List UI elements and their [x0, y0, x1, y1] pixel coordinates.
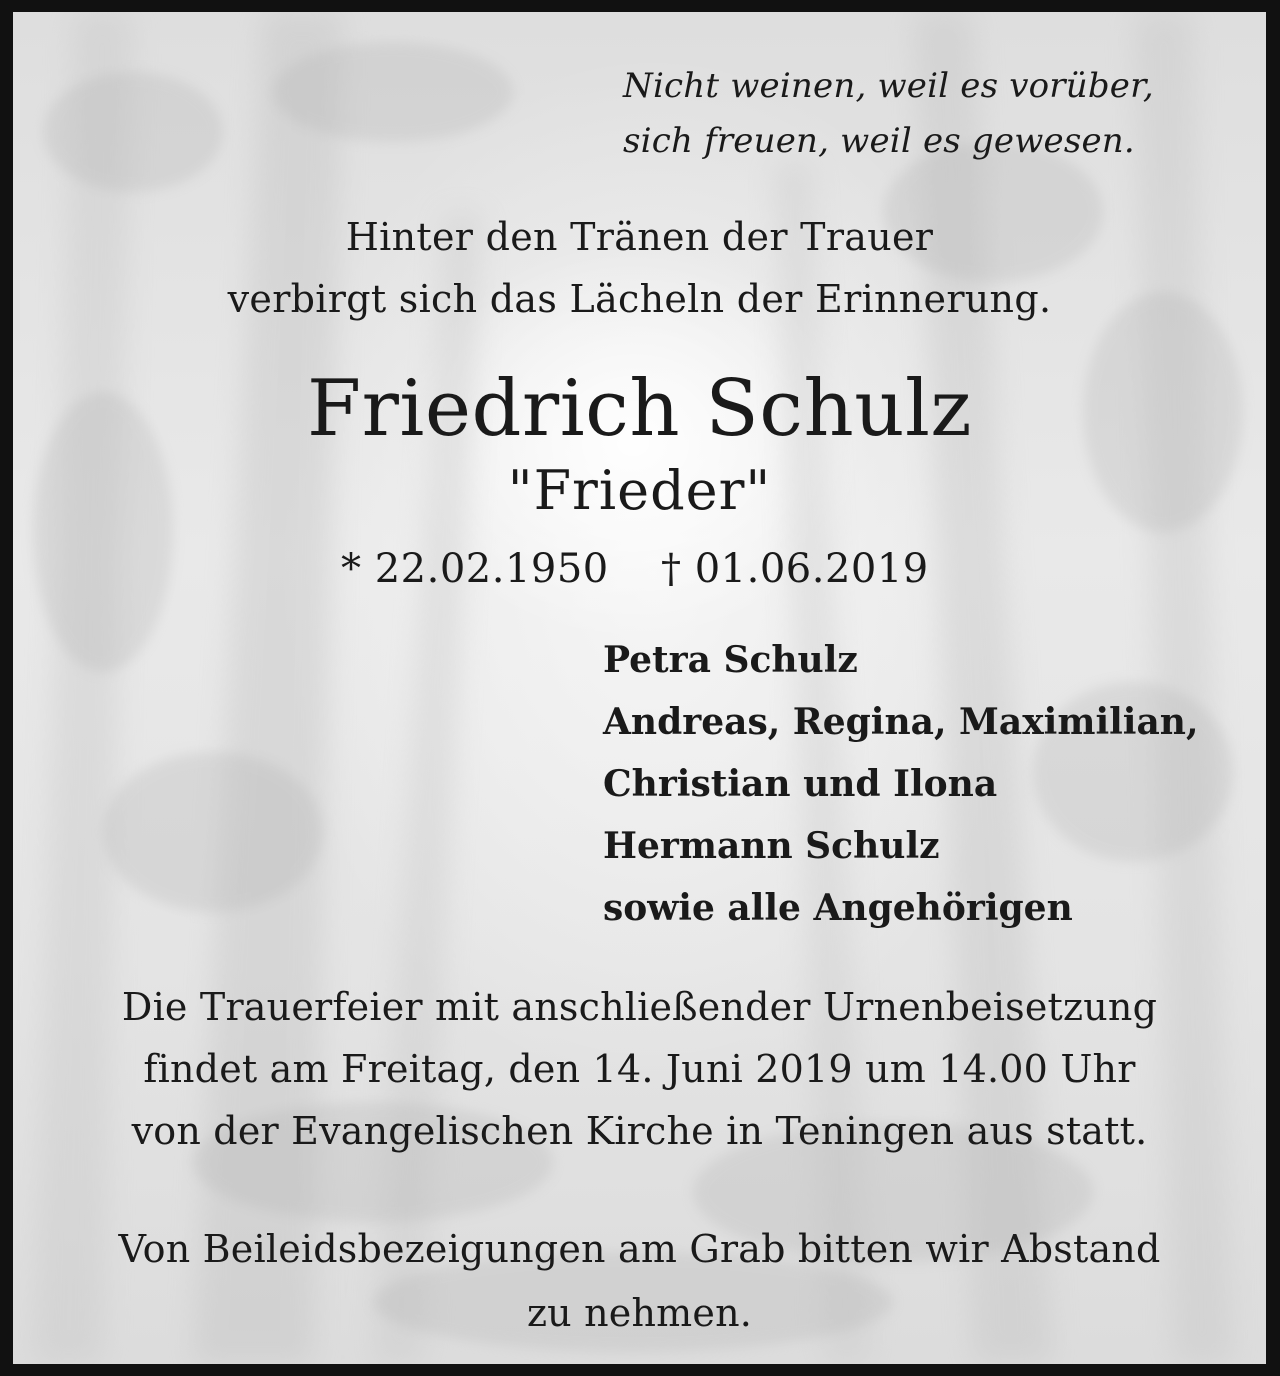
- mourner-line: Petra Schulz: [603, 639, 858, 681]
- funeral-line-1: Die Trauerfeier mit anschließender Urnenbeisetzung: [121, 985, 1158, 1029]
- death-date: † 01.06.2019: [661, 546, 929, 592]
- mourner-line: Christian und Ilona: [603, 763, 998, 805]
- mourner-line: sowie alle Angehörigen: [603, 887, 1073, 929]
- birth-date: * 22.02.1950: [341, 546, 609, 592]
- request-line-2: zu nehmen.: [526, 1291, 753, 1335]
- intro-line-1: Hinter den Tränen der Trauer: [345, 215, 934, 259]
- intro-line-2: verbirgt sich das Lächeln der Erinnerung.: [227, 277, 1052, 321]
- quote-line-2: sich freuen, weil es gewesen.: [623, 121, 1135, 161]
- mourner-line: Hermann Schulz: [603, 825, 940, 867]
- quote-line-1: Nicht weinen, weil es vorüber,: [623, 66, 1154, 106]
- funeral-line-2: findet am Freitag, den 14. Juni 2019 um 14.00 Uhr: [143, 1047, 1136, 1091]
- mourner-line: Andreas, Regina, Maximilian,: [603, 701, 1199, 743]
- funeral-line-3: von der Evangelischen Kirche in Teningen aus statt.: [131, 1109, 1148, 1153]
- request-line-1: Von Beileidsbezeigungen am Grab bitten wir Abstand: [118, 1227, 1161, 1271]
- deceased-name: Friedrich Schulz: [306, 364, 973, 454]
- deceased-nickname: "Frieder": [507, 459, 772, 522]
